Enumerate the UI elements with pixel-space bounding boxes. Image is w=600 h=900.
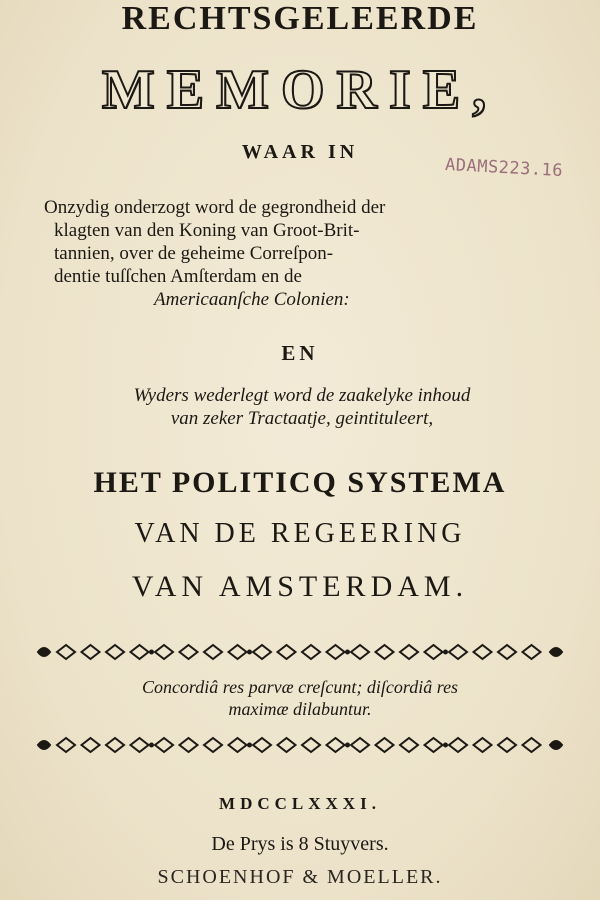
paragraph-line: Wyders wederlegt word de zaakelyke inhoud: [133, 385, 471, 406]
ornament-diamond: [204, 738, 222, 752]
ornament-dot: [150, 651, 153, 654]
paragraph-line: dentie tuſſchen Amſterdam en de: [54, 266, 302, 287]
ornament-diamond: [229, 645, 247, 659]
ornament-dot: [248, 651, 251, 654]
ornament-diamond: [400, 645, 418, 659]
ornament-dot: [444, 651, 447, 654]
ornament-diamond: [57, 738, 75, 752]
ornament-diamond: [474, 738, 492, 752]
title-line-2: MEMORIE,: [101, 59, 499, 121]
ornament-dot: [248, 744, 251, 747]
paragraph-line: klagten van den Koning van Groot-Brit-: [54, 220, 360, 241]
ornament-dot: [150, 744, 153, 747]
ornament-dot: [346, 651, 349, 654]
ornament-diamond: [106, 645, 124, 659]
ornament-diamond: [82, 645, 100, 659]
ornament-diamond: [400, 738, 418, 752]
ornament-diamond: [253, 738, 271, 752]
ornament-dot: [346, 744, 349, 747]
title-line-1: RECHTSGELEERDE: [121, 0, 479, 37]
ornament-diamond: [278, 645, 296, 659]
motto-line: Concordiâ res parvæ creſcunt; diſcordiâ res: [141, 677, 459, 697]
ornament-diamond: [474, 645, 492, 659]
ornament-diamond: [327, 738, 345, 752]
ornament-diamond: [351, 645, 369, 659]
ornament-diamond: [498, 738, 516, 752]
ornament-diamond: [376, 645, 394, 659]
ornament-diamond: [523, 738, 541, 752]
library-stamp: ADAMS223.16: [444, 154, 564, 182]
ornament-rule-top: [32, 640, 568, 664]
paragraph-line: van zeker Tractaatje, geintituleert,: [170, 408, 434, 429]
paragraph-line: tannien, over de geheime Correſpon-: [54, 243, 334, 264]
ornament-diamond: [376, 738, 394, 752]
ornament-diamond: [425, 645, 443, 659]
ornament-diamond: [302, 645, 320, 659]
ornament-diamond: [155, 738, 173, 752]
price-line: De Prys is 8 Stuyvers.: [211, 833, 389, 855]
ornament-diamond: [155, 645, 173, 659]
waar-in-label: WAAR IN: [241, 141, 359, 163]
ornament-diamond: [180, 645, 198, 659]
motto: [40, 676, 560, 720]
publication-date: MDCCLXXXI.: [219, 794, 381, 813]
ornament-diamond: [253, 645, 271, 659]
ornament-diamond: [449, 738, 467, 752]
ornament-diamond: [131, 645, 149, 659]
publisher-line: SCHOENHOF & MOELLER.: [157, 866, 443, 888]
ornament-diamond: [229, 738, 247, 752]
paragraph-line: Americaanſche Colonien:: [154, 289, 350, 310]
paragraph-line: Onzydig onderzogt word de gegrondheid der: [44, 197, 386, 218]
en-label: EN: [281, 341, 319, 365]
ornament-diamond: [106, 738, 124, 752]
heading-line-1: HET POLITICQ SYSTEMA: [93, 466, 507, 499]
ornament-diamond: [498, 645, 516, 659]
ornament-diamond: [204, 645, 222, 659]
heading-line-3: VAN AMSTERDAM.: [131, 570, 469, 603]
heading-line-2: VAN DE REGEERING: [134, 518, 466, 549]
ornament-diamond: [327, 645, 345, 659]
ornament-diamond: [302, 738, 320, 752]
ornament-diamond: [351, 738, 369, 752]
ornament-diamond: [523, 645, 541, 659]
ornament-diamond: [57, 645, 75, 659]
ornament-diamond: [449, 645, 467, 659]
ornament-diamond: [278, 738, 296, 752]
ornament-diamond: [425, 738, 443, 752]
ornament-diamond: [82, 738, 100, 752]
ornament-diamond: [180, 738, 198, 752]
ornament-dot: [444, 744, 447, 747]
ornament-rule-bottom: [32, 733, 568, 757]
refutation-paragraph: [62, 384, 542, 430]
motto-line: maximæ dilabuntur.: [228, 699, 372, 719]
description-paragraph: [44, 196, 564, 311]
ornament-diamond: [131, 738, 149, 752]
